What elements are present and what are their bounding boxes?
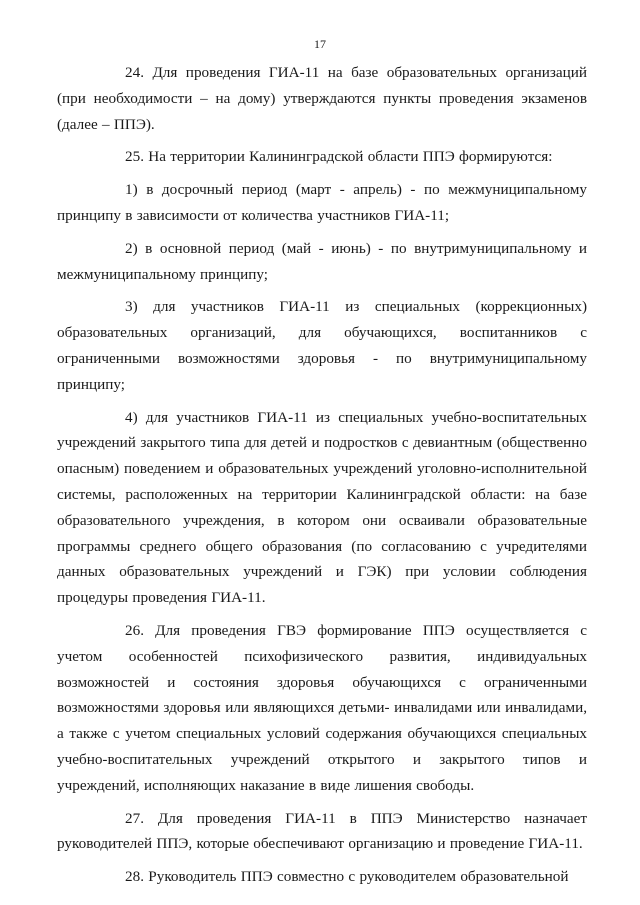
paragraph-number: 24. xyxy=(125,64,144,81)
paragraph-25 xyxy=(57,144,587,170)
paragraph-24 xyxy=(57,60,587,137)
paragraph-number: 27. xyxy=(125,809,144,827)
document-body xyxy=(57,60,587,897)
paragraph-text: Для проведения ГВЭ формирование ППЭ осуществляется с учетом особенностей психофизического развития, индивидуальных возможностей и состояния здоровья обучающихся с ограниченными возможностями здоровья или являющихся детьми- инвалидами или инвалидами, а также с учетом специальных условий содержания обучающихся специальных учебно-воспитательных учреждений открытого и закрытого типов и учреждений, исполняющих наказание в виде лишения свободы. xyxy=(57,621,587,794)
list-item-number: 2) xyxy=(125,239,138,257)
list-item-number: 3) xyxy=(125,298,138,316)
list-item-number: 1) xyxy=(125,181,138,199)
paragraph-26 xyxy=(57,618,587,799)
page-number: 17 xyxy=(314,37,326,51)
list-item-4 xyxy=(57,405,587,611)
paragraph-number: 26. xyxy=(125,621,144,639)
paragraph-number: 25. xyxy=(125,148,144,166)
list-item-text: в основной период (май - июнь) - по внутримуниципальному и межмуниципальному принципу; xyxy=(57,239,587,283)
paragraph-28 xyxy=(57,864,587,890)
paragraph-text: Для проведения ГИА-11 в ППЭ Министерство назначает руководителей ППЭ, которые обеспечивают организацию и проведение ГИА-11. xyxy=(57,809,587,853)
list-item-text: для участников ГИА-11 из специальных (коррекционных) образовательных организаций, для обучающихся, воспитанников с ограниченными возможностями здоровья - по внутримуниципальному принципу; xyxy=(57,298,587,393)
paragraph-27 xyxy=(57,806,587,858)
paragraph-text: Для проведения ГИА-11 на базе образовательных организаций (при необходимости – на дому) утверждаются пункты проведения экзаменов (далее – ППЭ). xyxy=(57,64,587,133)
list-item-2 xyxy=(57,236,587,288)
list-item-text: для участников ГИА-11 из специальных учебно-воспитательных учреждений закрытого типа для детей и подростков с девиантным (общественно опасным) поведением и образовательных учреждений уголовно-исполнительной системы, расположенных на территории Калининградской области: на базе образовательного учреждения, в котором они осваивали образовательные программы среднего общего образования (по согласованию с учредителями данных образовательных учреждений и ГЭК) при условии соблюдения процедуры проведения ГИА-11. xyxy=(57,408,587,607)
list-item-number: 4) xyxy=(125,408,138,426)
list-item-text: в досрочный период (март - апрель) - по межмуниципальному принципу в зависимости от количества участников ГИА-11; xyxy=(57,181,587,224)
list-item-3 xyxy=(57,294,587,397)
list-item-1 xyxy=(57,177,587,229)
paragraph-text: Руководитель ППЭ совместно с руководителем образовательной xyxy=(148,868,569,886)
paragraph-number: 28. xyxy=(125,868,144,886)
paragraph-text: На территории Калининградской области ППЭ формируются: xyxy=(148,148,553,166)
